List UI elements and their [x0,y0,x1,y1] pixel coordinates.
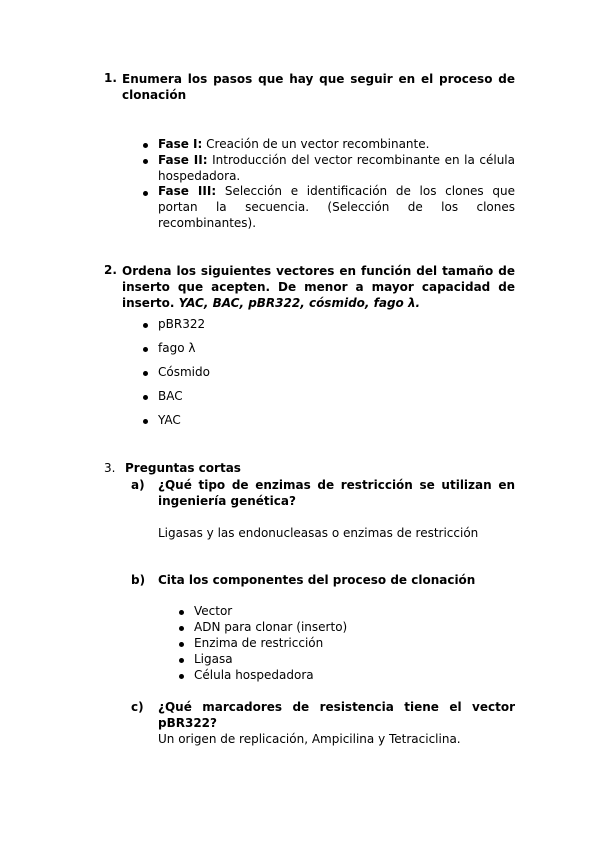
q1-title: Enumera los pasos que hay que seguir en el proceso de clonación [122,72,515,102]
q3a-label: a) [131,478,145,492]
bullet-icon [179,674,184,679]
q3b-item-5: Célula hospedadora [194,668,314,682]
q3b-item-2: ADN para clonar (inserto) [194,620,348,634]
q2-number: 2. [104,263,117,277]
q3b-label: b) [131,573,146,587]
q3b-item-4: Ligasa [194,652,233,666]
q2-item-2: fago λ [158,341,196,355]
bullet-icon [179,610,184,615]
bullet-icon [143,143,148,148]
q1-item-2 [158,152,515,184]
q1-item-2-text: Introducción del vector recombinante en la célula hospedadora. [158,153,515,183]
q1-number: 1. [104,71,117,85]
q3b-item-3: Enzima de restricción [194,636,324,650]
q1-item-1 [158,136,515,152]
q3c-question: ¿Qué marcadores de resistencia tiene el vector pBR322? [158,700,515,730]
bullet-icon [179,626,184,631]
bullet-icon [143,395,148,400]
q3b-question: Cita los componentes del proceso de clonación [158,573,476,587]
bullet-icon [179,658,184,663]
q1-item-1-text: Creación de un vector recombinante. [202,137,430,151]
q2-title-text: Ordena los siguientes vectores en función del tamaño de inserto que acepten. De menor a mayor capacidad de inserto. [122,264,515,310]
q2-item-4: BAC [158,389,183,403]
q1-item-3 [158,183,515,231]
q2-title [122,263,515,311]
q2-item-5: YAC [158,413,181,427]
q1-item-1-label: Fase I: [158,137,203,151]
q3c-answer: Un origen de replicación, Ampicilina y Tetraciclina. [158,732,461,746]
bullet-icon [143,347,148,352]
q2-title-italic: YAC, BAC, pBR322, cósmido, fago λ. [178,296,421,310]
bullet-icon [143,323,148,328]
q2-item-1: pBR322 [158,317,206,331]
q3-title: Preguntas cortas [125,461,241,475]
q1-item-2-label: Fase II: [158,153,208,167]
bullet-icon [179,642,184,647]
q2-item-3: Cósmido [158,365,210,379]
q3c-label: c) [131,700,144,714]
q3-number: 3. [104,461,116,475]
bullet-icon [143,159,148,164]
q3a-question: ¿Qué tipo de enzimas de restricción se utilizan en ingeniería genética? [158,478,515,508]
q1-item-3-text: Selección e identificación de los clones que portan la secuencia. (Selección de los clones recombinantes). [158,184,515,230]
bullet-icon [143,371,148,376]
q3b-item-1: Vector [194,604,233,618]
q3a-answer: Ligasas y las endonucleasas o enzimas de restricción [158,526,479,540]
q1-item-3-label: Fase III: [158,184,217,198]
bullet-icon [143,419,148,424]
bullet-icon [143,191,148,196]
